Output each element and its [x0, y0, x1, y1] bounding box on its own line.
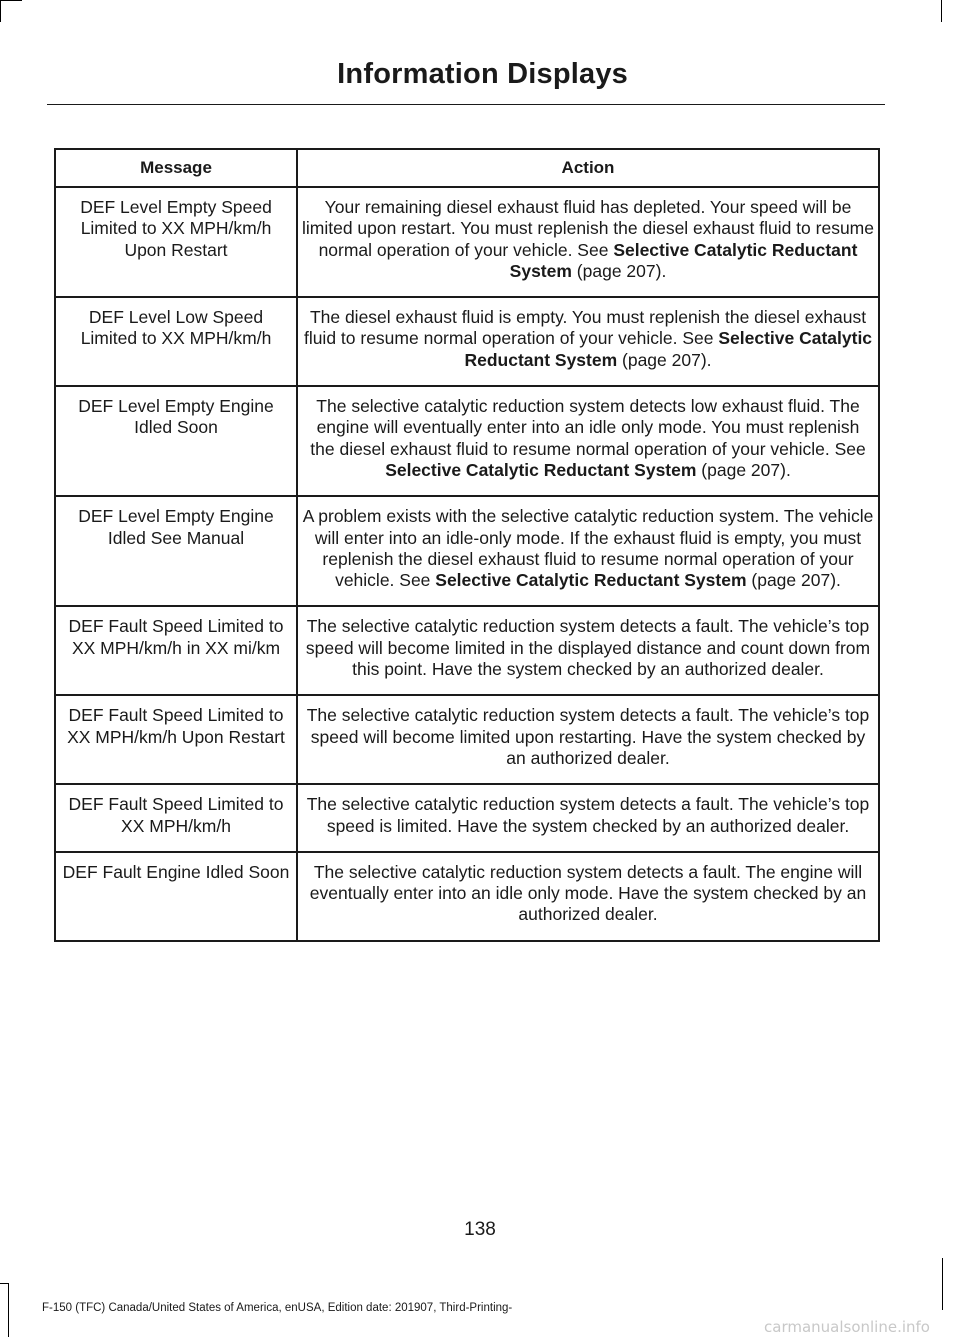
table-row	[55, 852, 879, 941]
page-number: 138	[464, 1219, 496, 1240]
action-cell: The selective catalytic reduction system detects a fault. The engine will eventually enter into an idle only mode. Have the system checked by an authorized dealer.	[297, 852, 879, 941]
action-cell	[297, 496, 879, 606]
crop-mark-top-left	[0, 0, 1, 22]
message-cell: DEF Level Empty Speed Limited to XX MPH/km/h Upon Restart	[55, 187, 297, 297]
message-cell: DEF Fault Speed Limited to XX MPH/km/h Upon Restart	[55, 695, 297, 784]
action-text: Your remaining diesel exhaust fluid has depleted. Your speed will be limited upon restart. You must replenish the diesel exhaust fluid to resume normal operation of your vehicle. See	[302, 197, 874, 260]
action-cell: The selective catalytic reduction system detects a fault. The vehicle’s top speed is limited. Have the system checked by an authorized dealer.	[297, 784, 879, 852]
table-row	[55, 386, 879, 496]
header-divider	[47, 104, 885, 105]
table-row	[55, 695, 879, 784]
action-cell: The selective catalytic reduction system detects a fault. The vehicle’s top speed will become limited upon restarting. Have the system checked by an authorized dealer.	[297, 695, 879, 784]
watermark: carmanualsonline.info	[764, 1318, 930, 1336]
action-text: The selective catalytic reduction system detects low exhaust fluid. The engine will eventually enter into an idle only mode. You must replenish the diesel exhaust fluid to resume normal operation of your vehicle. See	[310, 396, 866, 459]
cross-reference-link[interactable]: Selective Catalytic Reductant System	[385, 459, 697, 480]
page-reference: (page 207).	[696, 459, 791, 480]
table-row	[55, 297, 879, 386]
page-reference: (page 207).	[617, 349, 712, 370]
table-row	[55, 606, 879, 695]
action-cell	[297, 386, 879, 496]
crop-mark-bottom-left-horizontal	[0, 1283, 9, 1284]
crop-mark-bottom-right	[942, 1258, 943, 1310]
action-cell: The selective catalytic reduction system detects a fault. The vehicle’s top speed will become limited in the displayed distance and count down from this point. Have the system checked by an authorized dealer.	[297, 606, 879, 695]
page-title: Information Displays	[337, 58, 628, 90]
message-cell: DEF Level Empty Engine Idled Soon	[55, 386, 297, 496]
page-reference: (page 207).	[746, 570, 841, 591]
action-text: The diesel exhaust fluid is empty. You must replenish the diesel exhaust fluid to resume normal operation of your vehicle. See	[303, 307, 867, 349]
crop-mark-bottom-left	[8, 1283, 9, 1337]
cross-reference-link[interactable]: Selective Catalytic Reductant System	[435, 570, 747, 591]
message-cell: DEF Fault Speed Limited to XX MPH/km/h in XX mi/km	[55, 606, 297, 695]
table-header-row	[55, 149, 879, 187]
table-row	[55, 784, 879, 852]
table-row	[55, 496, 879, 606]
column-header-message: Message	[55, 149, 297, 187]
message-cell: DEF Fault Speed Limited to XX MPH/km/h	[55, 784, 297, 852]
cross-reference-link[interactable]: Selective Catalytic Reductant System	[464, 328, 873, 370]
message-cell: DEF Fault Engine Idled Soon	[55, 852, 297, 941]
page-reference: (page 207).	[571, 260, 667, 281]
table-row	[55, 187, 879, 297]
cross-reference-link[interactable]: Selective Catalytic Reductant System	[509, 239, 858, 281]
edition-footer: F-150 (TFC) Canada/United States of America, enUSA, Edition date: 201907, Third-Printing-	[42, 1302, 513, 1314]
message-cell: DEF Level Low Speed Limited to XX MPH/km/h	[55, 297, 297, 386]
action-cell	[297, 187, 879, 297]
crop-mark-top-left-horizontal	[0, 0, 22, 1]
crop-mark-top-right	[941, 0, 942, 22]
action-cell	[297, 297, 879, 386]
column-header-action: Action	[297, 149, 879, 187]
message-cell: DEF Level Empty Engine Idled See Manual	[55, 496, 297, 606]
action-text: A problem exists with the selective catalytic reduction system. The vehicle will enter into an idle-only mode. If the exhaust fluid is empty, you must replenish the diesel exhaust fluid to resume normal operation of your vehicle. See	[302, 506, 874, 591]
messages-table	[54, 148, 880, 942]
